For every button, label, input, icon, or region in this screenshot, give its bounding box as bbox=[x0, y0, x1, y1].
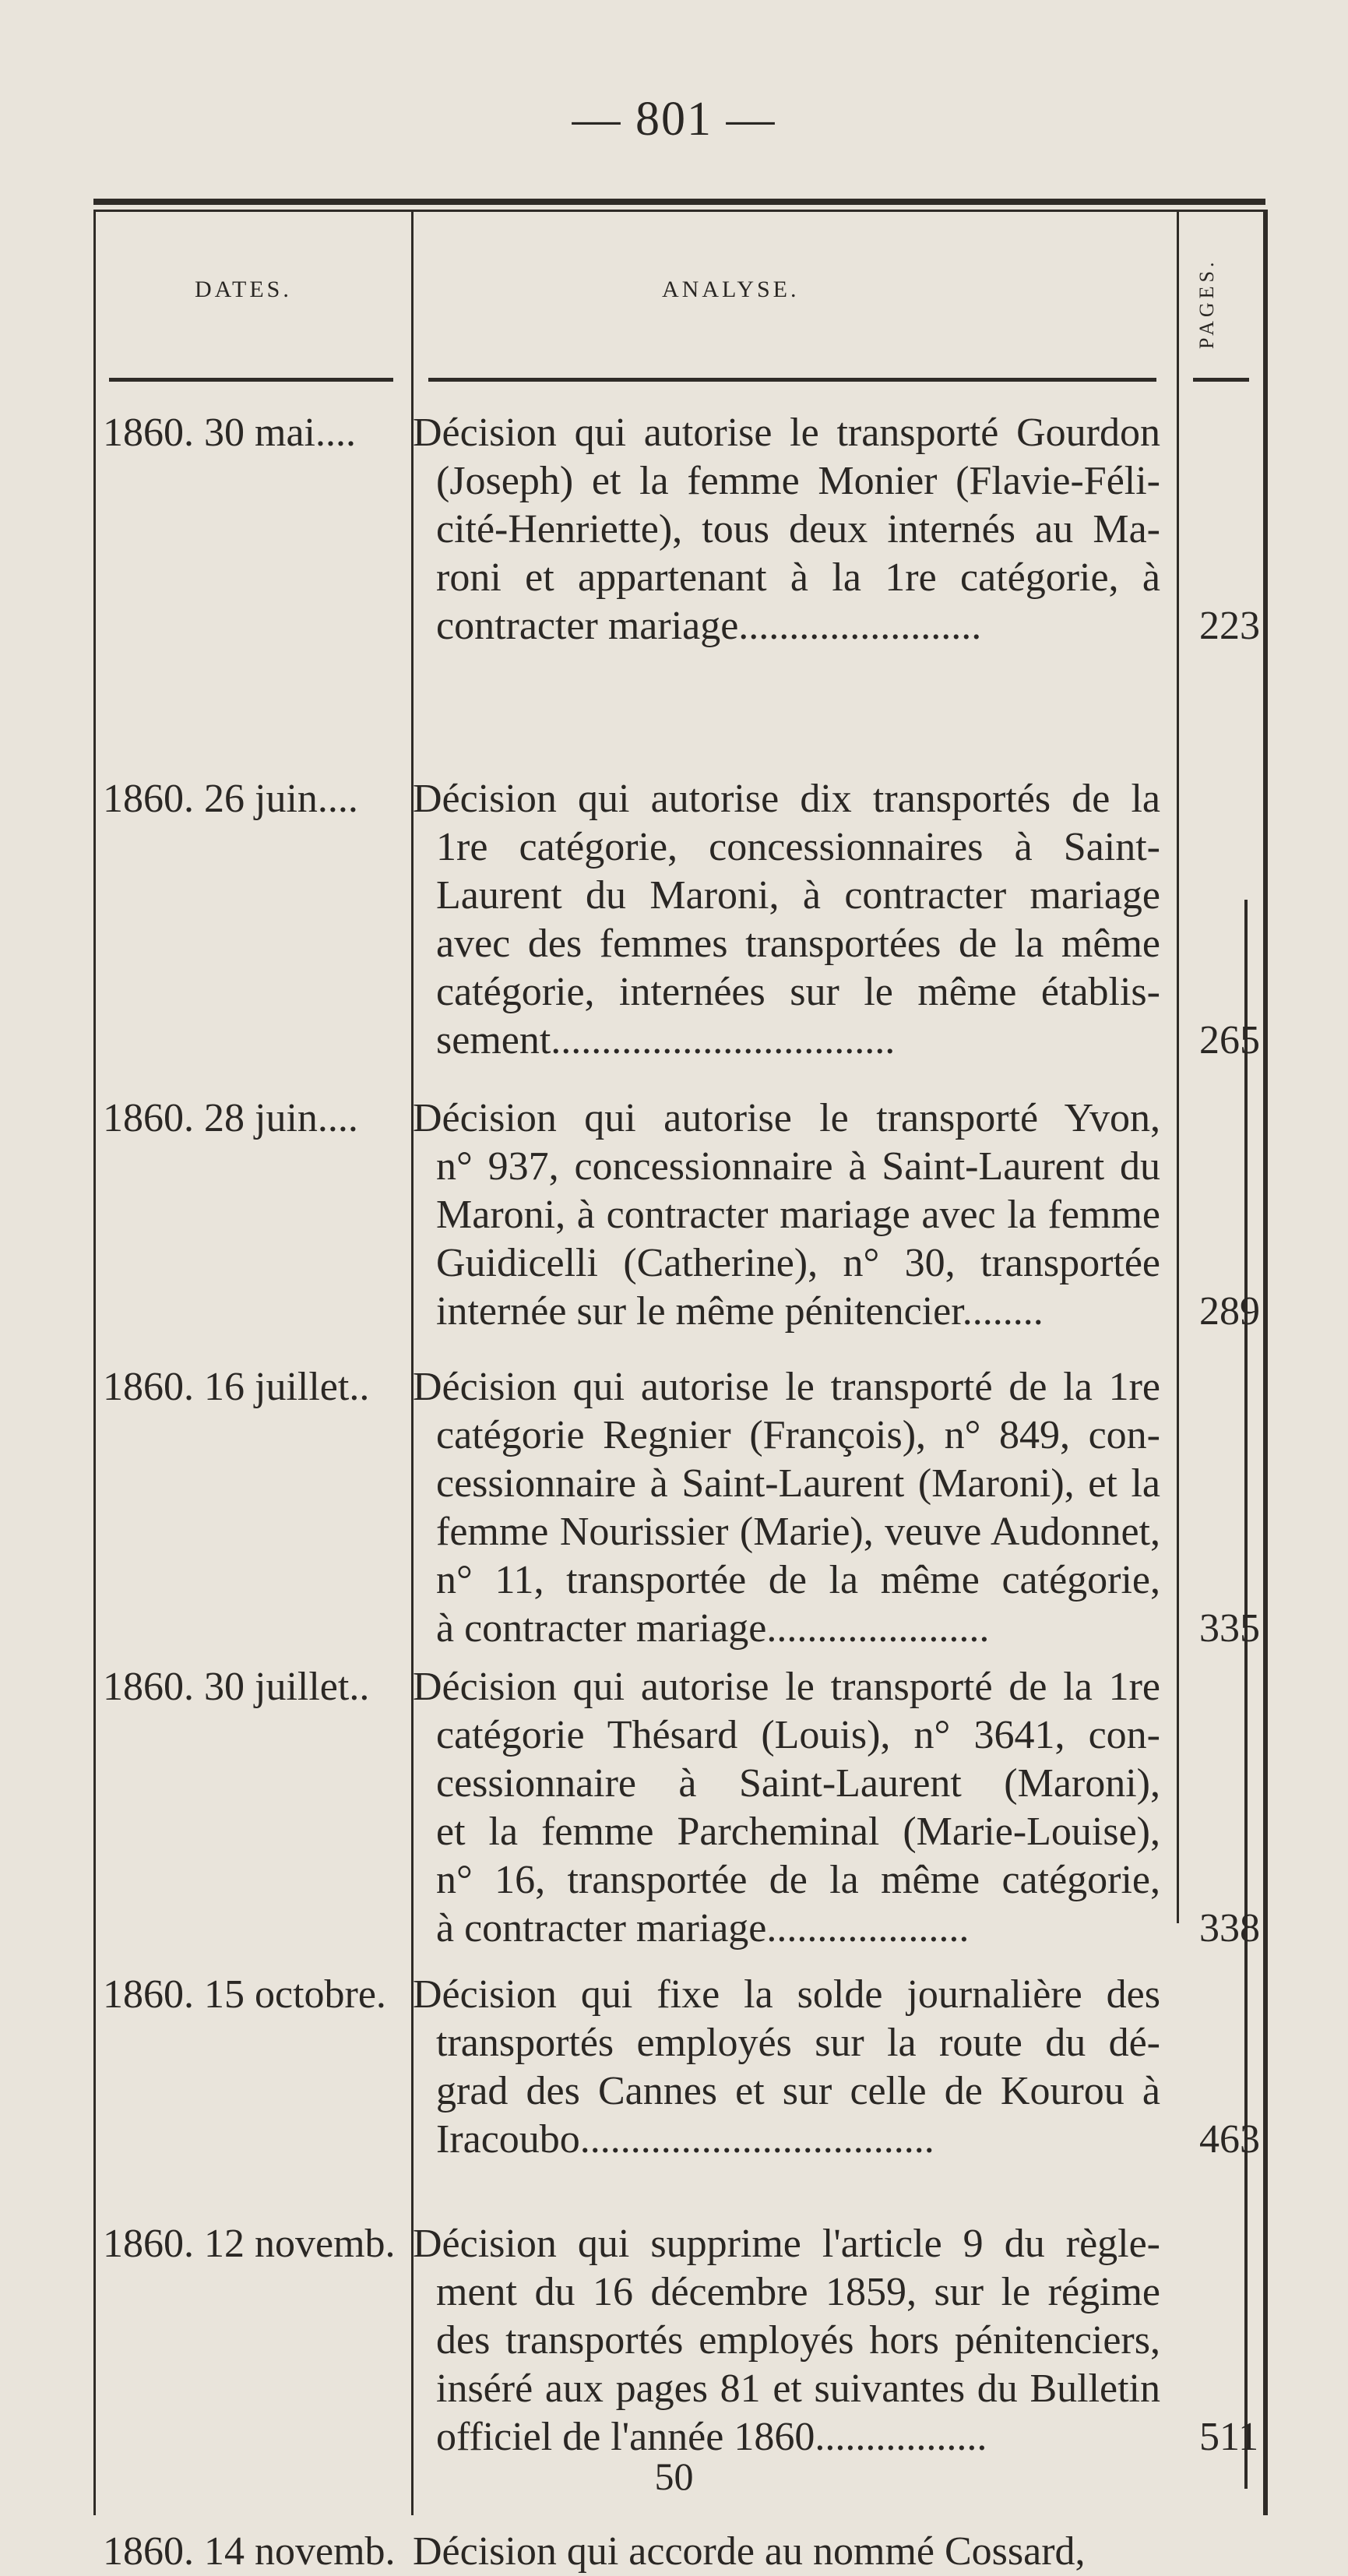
analysis-line: Décision qui accorde au nommé Cossard, bbox=[413, 2529, 1086, 2574]
analysis-line: femme Nourissier (Marie), veuve Audonnet, bbox=[436, 1510, 1160, 1554]
page-number: — 801 — bbox=[572, 93, 776, 146]
analysis-line: Iracoubo................................... bbox=[436, 2117, 934, 2162]
column-divider bbox=[1177, 210, 1179, 1923]
entry-page-number: 265 bbox=[1199, 1018, 1260, 1062]
column-header-dates: DATES. bbox=[195, 277, 292, 302]
table-right-border-inner bbox=[1244, 900, 1248, 2489]
analysis-line: n° 16, transportée de la même catégorie, bbox=[436, 1858, 1160, 1902]
analysis-line: n° 11, transportée de la même catégorie, bbox=[436, 1558, 1160, 1602]
analysis-line: sement.................................. bbox=[436, 1018, 896, 1062]
analysis-line: 1re catégorie, concessionnaires à Saint- bbox=[436, 825, 1160, 869]
analysis-line: contracter mariage........................ bbox=[436, 604, 982, 648]
analysis-line: officiel de l'année 1860................. bbox=[436, 2415, 987, 2459]
column-divider bbox=[93, 210, 96, 2515]
entry-analysis bbox=[413, 2220, 1160, 2461]
entry-analysis bbox=[413, 1663, 1160, 1953]
analysis-line: cessionnaire à Saint-Laurent (Maroni), bbox=[436, 1761, 1160, 1806]
entry-page-number: 223 bbox=[1199, 604, 1260, 648]
entry-page-number: 338 bbox=[1199, 1906, 1260, 1951]
analysis-line: Décision qui autorise le transporté de la 1re bbox=[413, 1665, 1160, 1709]
table-top-rule-thin bbox=[93, 210, 1265, 212]
signature-mark: 50 bbox=[654, 2454, 694, 2498]
header-underline bbox=[1193, 378, 1249, 382]
header-underline bbox=[109, 378, 393, 382]
analysis-line: et la femme Parcheminal (Marie-Louise), bbox=[436, 1810, 1160, 1854]
analysis-line: roni et appartenant à la 1re catégorie, à bbox=[436, 555, 1160, 600]
analysis-line: Décision qui fixe la solde journalière des bbox=[413, 1972, 1160, 2017]
analysis-line: grad des Cannes et sur celle de Kourou à bbox=[436, 2069, 1160, 2113]
entry-date: 1860. 14 novemb. bbox=[103, 2529, 396, 2574]
entry-date: 1860. 28 juin.... bbox=[103, 1096, 358, 1140]
entry-analysis bbox=[413, 1094, 1160, 1336]
analysis-line: catégorie, internées sur le même établis- bbox=[436, 970, 1160, 1014]
index-table bbox=[93, 199, 1265, 2574]
analysis-line: Guidicelli (Catherine), n° 30, transportée bbox=[436, 1241, 1160, 1285]
entry-date: 1860. 30 mai.... bbox=[103, 411, 356, 455]
analysis-line: avec des femmes transportées de la même bbox=[436, 922, 1160, 966]
analysis-line: Laurent du Maroni, à contracter mariage bbox=[436, 873, 1160, 918]
entry-analysis bbox=[413, 1363, 1160, 1653]
entry-analysis bbox=[413, 1971, 1160, 2164]
analysis-line: cité-Henriette), tous deux internés au Ma- bbox=[436, 507, 1160, 551]
analysis-line: Décision qui autorise dix transportés de la bbox=[413, 777, 1160, 821]
analysis-line: inséré aux pages 81 et suivantes du Bulletin bbox=[436, 2366, 1160, 2411]
table-right-border bbox=[1263, 210, 1268, 2515]
analysis-line: Décision qui supprime l'article 9 du règle- bbox=[413, 2222, 1160, 2266]
entry-page-number: 335 bbox=[1199, 1606, 1260, 1651]
analysis-line: Décision qui autorise le transporté Yvon, bbox=[413, 1096, 1160, 1140]
entry-date: 1860. 12 novemb. bbox=[103, 2222, 396, 2266]
table-top-rule bbox=[93, 199, 1265, 205]
analysis-line: catégorie Thésard (Louis), n° 3641, con- bbox=[436, 1713, 1160, 1757]
analysis-line: Maroni, à contracter mariage avec la femme bbox=[436, 1193, 1160, 1237]
header-underline bbox=[428, 378, 1156, 382]
column-header-pages: PAGES. bbox=[1195, 258, 1218, 350]
entry-date: 1860. 16 juillet.. bbox=[103, 1365, 370, 1409]
analysis-line: Décision qui autorise le transporté Gourdon bbox=[413, 411, 1160, 455]
entry-page-number: 511 bbox=[1199, 2415, 1259, 2459]
analysis-line: internée sur le même pénitencier........ bbox=[436, 1289, 1044, 1334]
analysis-line: transportés employés sur la route du dé- bbox=[436, 2021, 1160, 2065]
analysis-line: cessionnaire à Saint-Laurent (Maroni), et la bbox=[436, 1461, 1160, 1506]
analysis-line: Décision qui autorise le transporté de la 1re bbox=[413, 1365, 1160, 1409]
column-header-analyse: ANALYSE. bbox=[662, 277, 800, 302]
analysis-line: (Joseph) et la femme Monier (Flavie-Féli- bbox=[436, 459, 1160, 503]
entry-analysis bbox=[413, 775, 1160, 1065]
analysis-line: catégorie Regnier (François), n° 849, con- bbox=[436, 1413, 1160, 1457]
analysis-line: n° 937, concessionnaire à Saint-Laurent du bbox=[436, 1144, 1160, 1189]
entry-date: 1860. 30 juillet.. bbox=[103, 1665, 370, 1709]
entry-analysis bbox=[413, 2528, 1160, 2576]
entry-page-number: 289 bbox=[1199, 1289, 1260, 1334]
column-divider bbox=[411, 210, 414, 2515]
entry-date: 1860. 26 juin.... bbox=[103, 777, 358, 821]
entry-date: 1860. 15 octobre. bbox=[103, 1972, 386, 2017]
entry-page-number: 463 bbox=[1199, 2117, 1260, 2162]
entry-analysis bbox=[413, 409, 1160, 650]
analysis-line: ment du 16 décembre 1859, sur le régime bbox=[436, 2270, 1160, 2314]
analysis-line: à contracter mariage...................... bbox=[436, 1606, 990, 1651]
analysis-line: à contracter mariage.................... bbox=[436, 1906, 970, 1951]
analysis-line: des transportés employés hors pénitenciers, bbox=[436, 2318, 1160, 2363]
